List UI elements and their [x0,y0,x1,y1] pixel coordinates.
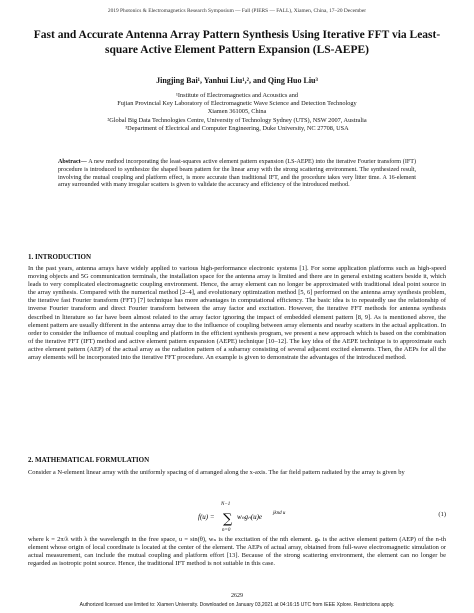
page-number: 2629 [231,593,243,599]
section-heading-formulation: 2. MATHEMATICAL FORMULATION [28,456,150,464]
license-notice: Authorized licensed use limited to: Xiamen University. Downloaded on January 03,2021 at 04:16:15 UTC from IEEE Xplore. Restrictions apply. [79,602,395,608]
summation-sign: ∑ [223,512,233,527]
affiliations [20,92,454,133]
affiliation-line: ²Global Big Data Technologies Centre, University of Technology Sydney (UTS), NSW 2007, Australia [107,116,367,124]
introduction-paragraph: In the past years, antenna arrays have widely applied to various high-performance electronic systems [1]. For some application platforms such as high-speed moving objects and 5G communication terminals, the installation space for the antenna array is limited and there are in general existing scatters beside it, which leads to very complicated electromagnetic coupling environment. Hence, the array element can no longer be approximated with traditional ideal point source in the array synthesis. Compared with the numerical method [2–4], and evolutionary optimization method [5, 6] performed on the antenna array synthesis problem, the iterative fast Fourier transform (FFT) [7] technique has more advantages in computational efficiency. The basic idea is to repeatedly use the relationship of inverse Fourier transform and direct Fourier transform between the array factor and excitation. However, the iterative FFT methods for antenna synthesis described in literature so far have been almost related to the array factor ignoring the impact of embedded element pattern [8, 9]. As is mentioned above, the element pattern are usually different in the antenna array due to the influence of coupling between array elements and nearby scatters in the actual application. In order to consider the influence of mutual coupling and platform in the efficient synthesis program, we present a new approach which is based on the combination of the iterative FFT (IFT) method and active element pattern expansion (AEPE) technique [10–12]. The key idea of the AEPE technique is to approximate each active element pattern (AEP) of the actual array as the radiation pattern of a subarray consisting of several adjacent excited elements. Then, the AEPs for all the array elements will be incorporated into the iterative FFT procedure. An example is given to demonstrate the advantages of the introduced method. [28,265,446,362]
sum-upper-limit: N−1 [221,502,231,507]
conference-header: 2019 Photonics & Electromagnetics Research Symposium — Fall (PIERS — FALL), Xiamen, China, 17–20 December [107,8,367,14]
equation-number: (1) [438,511,446,518]
section-heading-introduction: 1. INTRODUCTION [28,253,92,261]
equation-exponent: jknd u [273,511,286,516]
paper-title: Fast and Accurate Antenna Array Pattern Synthesis Using Iterative FFT via Least-square Active Element Pattern Expansion (LS-AEPE) [33,29,441,56]
equation-1 [28,498,446,534]
abstract-text: A new method incorporating the least-squares active element pattern expansion (LS-AEPE) into the iterative Fourier transform (IFT) procedure is introduced to synthesize the shaped beam pattern for the linear array with the strong scattering environment. The synthesized result, involving the mutual coupling and platform effect, is more accurate than traditional IFT, and the procedure takes very litter time. A 16-element array surrounded with many irregular scatters is given to validate the accuracy and efficiency of the introduced method. [58,159,416,189]
formulation-paragraph: where k = 2π/λ with λ the wavelength in the free space, u = sin(θ), wₙ is the excitation of the nth element. gₙ is the active element pattern (AEP) of the n-th element whose origin of local coordinate is located at the center of the element. The AEPs of actual array, obtained from full-wave electromagnetic simulation or actual measurement, can include the mutual coupling and platform effort [13]. Because of the strong scattering environment, the element can no longer be regarded as isotropic point source. Hence, the traditional IFT method is not suitable in this case. [28,536,446,568]
abstract-label: Abstract— [58,159,87,165]
equation-summand: wₙgₙ(u)e [237,513,263,521]
equation-lhs: f(u) = [198,513,215,521]
formulation-intro-paragraph: Consider a N-element linear array with the uniformly spacing of d arranged along the x-axis. The far field pattern radiated by the array is given by [28,469,405,476]
affiliation-line: ³Department of Electrical and Computer Engineering, Duke University, NC 27708, USA [125,124,349,132]
affiliation-line: Xiamen 361005, China [207,108,267,116]
affiliation-line: Fujian Provincial Key Laboratory of Electromagnetic Wave Science and Detection Technology [117,100,357,108]
abstract [58,159,416,190]
sum-lower-limit: n=0 [222,528,231,533]
author-list: Jingjing Bai¹, Yanhui Liu¹,², and Qing Huo Liu³ [156,76,318,85]
affiliation-line: ¹Institute of Electromagnetics and Acoustics and [175,92,299,99]
equation-graphic [28,498,446,534]
